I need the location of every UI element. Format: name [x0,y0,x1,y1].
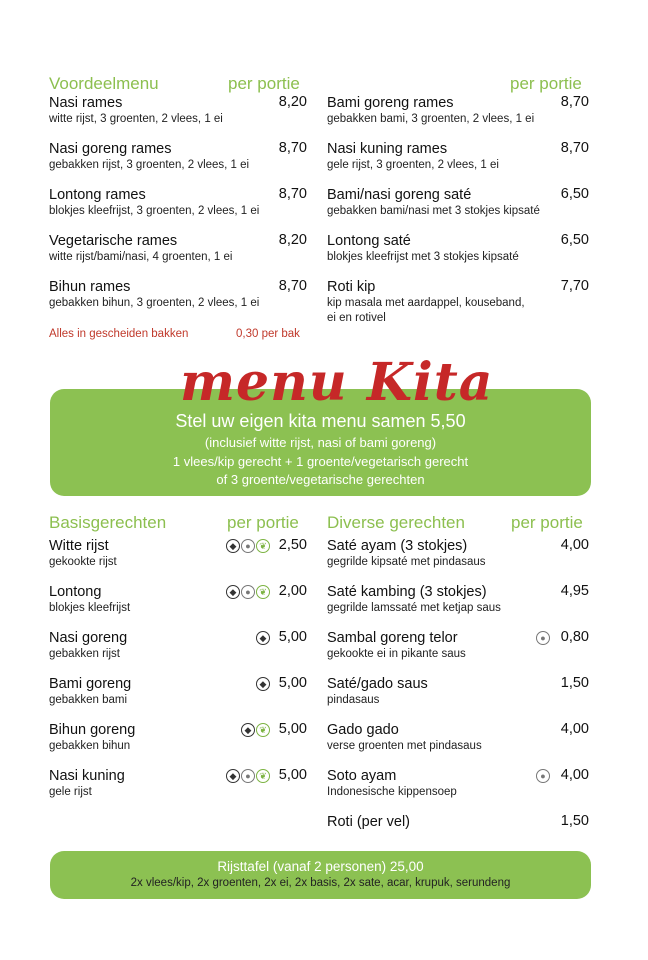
pork-icon: ◆ [241,723,255,737]
note-price: 0,30 per bak [236,328,300,340]
diet-icons [226,769,270,783]
item-name: Saté ayam (3 stokjes) [327,538,468,554]
item-desc: ei en rotivel [327,312,386,324]
per-portie-label: per portie [510,74,582,93]
veg-icon: ❦ [256,585,270,599]
item-name: Vegetarische rames [49,233,178,249]
egg-icon: ● [241,585,255,599]
egg-icon: ● [536,769,550,783]
note-label: Alles in gescheiden bakken [49,328,189,340]
diet-icons [536,631,550,645]
item-price: 5,00 [278,675,307,691]
kita-title: menu Kita [180,352,494,413]
item-price: 1,50 [560,813,589,829]
item-price: 8,70 [278,278,307,294]
item-desc: gebakken rijst, 3 groenten, 2 vlees, 1 ei [49,159,250,171]
rijsttafel-line2: 2x vlees/kip, 2x groenten, 2x ei, 2x basis, 2x sate, acar, krupuk, serundeng [130,877,511,889]
egg-icon: ● [241,769,255,783]
veg-icon: ❦ [256,723,270,737]
item-name: Soto ayam [327,768,397,784]
item-price: 2,00 [278,583,307,599]
egg-icon: ● [241,539,255,553]
item-desc: blokjes kleefrijst met 3 stokjes kipsaté [327,251,519,263]
egg-icon: ● [536,631,550,645]
item-name: Nasi kuning [49,768,125,784]
veg-icon: ❦ [256,769,270,783]
pork-icon: ◆ [256,677,270,691]
diet-icons [536,769,550,783]
item-desc: pindasaus [327,694,380,706]
diet-icons [226,585,270,599]
diverse-heading: Diverse gerechten [327,513,465,532]
item-price: 1,50 [560,675,589,691]
item-desc: gebakken bami, 3 groenten, 2 vlees, 1 ei [327,113,535,125]
item-name: Nasi kuning rames [327,141,448,157]
item-price: 5,00 [278,629,307,645]
item-desc: gele rijst [49,786,92,798]
per-portie-label: per portie [228,74,300,93]
item-desc: blokjes kleefrijst [49,602,131,614]
item-name: Bami goreng rames [327,95,454,111]
item-name: Sambal goreng telor [327,630,458,646]
item-desc: witte rijst/bami/nasi, 4 groenten, 1 ei [49,251,233,263]
item-desc: kip masala met aardappel, kouseband, [327,297,525,309]
diet-icons [256,677,270,691]
item-name: Bami goreng [49,676,132,692]
item-desc: gegrilde kipsaté met pindasaus [327,556,486,568]
item-price: 2,50 [278,537,307,553]
basis-heading: Basisgerechten [49,513,167,532]
pork-icon: ◆ [226,539,240,553]
item-name: Bihun goreng [49,722,136,738]
kita-line4: of 3 groente/vegetarische gerechten [216,472,425,487]
rijsttafel-line1: Rijsttafel (vanaf 2 personen) 25,00 [217,859,424,874]
kita-line1: Stel uw eigen kita menu samen 5,50 [175,411,466,431]
item-desc: gebakken bami [49,694,127,706]
diet-icons [241,723,270,737]
item-price: 7,70 [560,278,589,294]
item-name: Lontong rames [49,187,146,203]
item-desc: gegrilde lamssaté met ketjap saus [327,602,501,614]
diet-icons [226,539,270,553]
item-price: 8,70 [278,186,307,202]
item-name: Nasi rames [49,95,123,111]
item-desc: witte rijst, 3 groenten, 2 vlees, 1 ei [49,113,223,125]
item-name: Nasi goreng rames [49,141,172,157]
item-price: 8,20 [278,232,307,248]
item-desc: blokjes kleefrijst, 3 groenten, 2 vlees, 1 ei [49,205,260,217]
voordeel-heading: Voordeelmenu [49,74,159,93]
item-desc: gebakken rijst [49,648,120,660]
item-desc: gebakken bihun [49,740,131,752]
item-price: 6,50 [560,186,589,202]
item-desc: verse groenten met pindasaus [327,740,482,752]
item-name: Nasi goreng [49,630,128,646]
item-desc: Indonesische kippensoep [327,786,457,798]
item-price: 8,70 [278,140,307,156]
item-name: Bihun rames [49,279,131,295]
veg-icon: ❦ [256,539,270,553]
item-price: 4,00 [560,721,589,737]
item-price: 4,00 [560,537,589,553]
item-desc: gekookte ei in pikante saus [327,648,466,660]
item-price: 5,00 [278,767,307,783]
pork-icon: ◆ [226,769,240,783]
kita-line2: (inclusief witte rijst, nasi of bami goreng) [204,435,437,450]
item-name: Saté kambing (3 stokjes) [327,584,487,600]
pork-icon: ◆ [256,631,270,645]
item-name: Saté/gado saus [327,676,428,692]
item-desc: gele rijst, 3 groenten, 2 vlees, 1 ei [327,159,499,171]
item-price: 8,20 [278,94,307,110]
diet-icons [256,631,270,645]
item-name: Lontong saté [327,233,411,249]
item-name: Gado gado [327,722,399,738]
item-price: 6,50 [560,232,589,248]
item-name: Roti (per vel) [327,814,410,830]
item-price: 5,00 [278,721,307,737]
item-name: Bami/nasi goreng saté [327,187,472,203]
item-price: 4,00 [560,767,589,783]
item-price: 0,80 [560,629,589,645]
kita-line3: 1 vlees/kip gerecht + 1 groente/vegetarisch gerecht [172,454,469,469]
per-portie-label: per portie [511,513,583,532]
item-name: Witte rijst [49,538,109,554]
item-name: Lontong [49,584,102,600]
item-price: 8,70 [560,94,589,110]
item-price: 8,70 [560,140,589,156]
item-desc: gebakken bami/nasi met 3 stokjes kipsaté [327,205,540,217]
item-name: Roti kip [327,279,376,295]
item-desc: gebakken bihun, 3 groenten, 2 vlees, 1 ei [49,297,260,309]
per-portie-label: per portie [227,513,299,532]
item-price: 4,95 [560,583,589,599]
pork-icon: ◆ [226,585,240,599]
item-desc: gekookte rijst [49,556,117,568]
